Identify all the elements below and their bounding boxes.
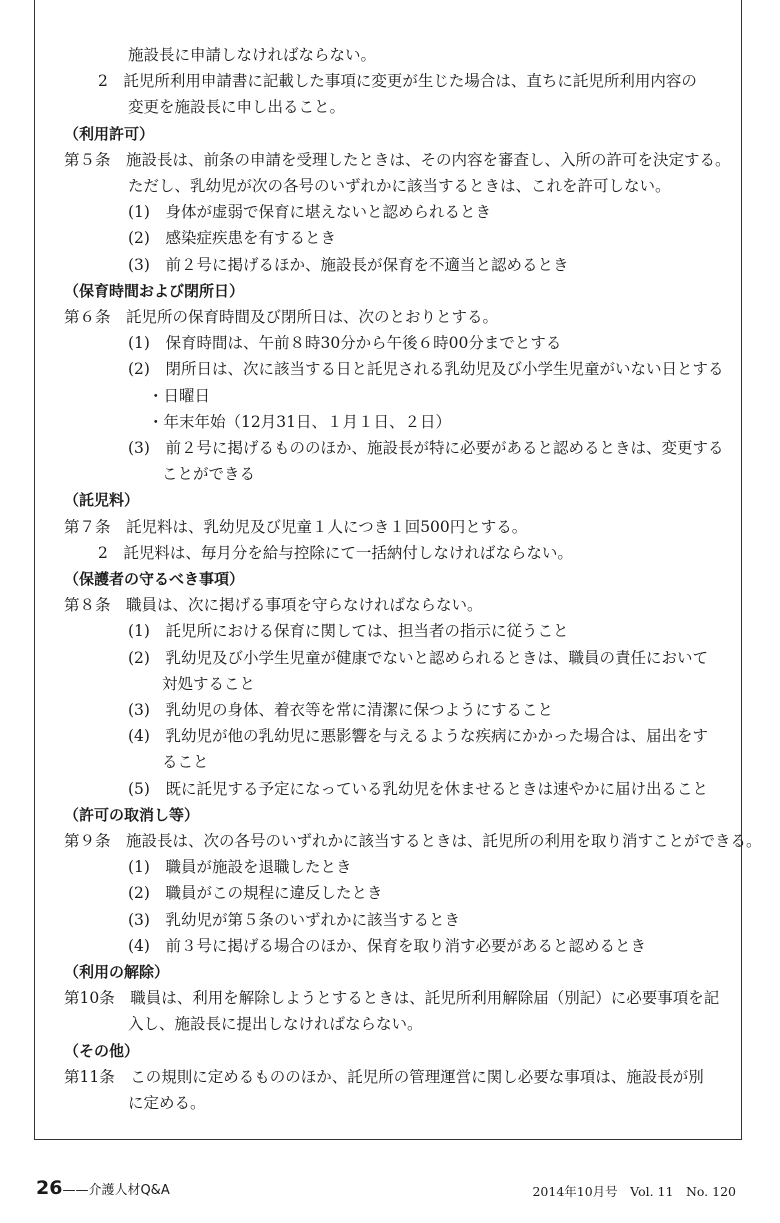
text-line: (3) 乳幼児の身体、着衣等を常に清潔に保つようにすること xyxy=(128,701,553,719)
section-heading: （利用の解除） xyxy=(64,963,170,981)
text-line: (1) 託児所における保育に関しては、担当者の指示に従うこと xyxy=(128,622,569,641)
text-line: 第11条 この規則に定めるもののほか、託児所の管理運営に関し必要な事項は、施設長が別 xyxy=(64,1067,704,1086)
text-line: (1) 職員が施設を退職したとき xyxy=(128,858,352,877)
text-line: 第10条 職員は、利用を解除しようとするときは、託児所利用解除届（別記）に必要事項を記 xyxy=(64,989,720,1008)
text-line: 第８条 職員は、次に掲げる事項を守らなければならない。 xyxy=(64,596,483,615)
text-line: 2 託児所利用申請書に記載した事項に変更が生じた場合は、直ちに託児所利用内容の xyxy=(98,72,697,91)
section-heading: （託児料） xyxy=(64,491,140,510)
text-line: (1) 身体が虚弱で保育に堪えないと認められるとき xyxy=(128,203,491,222)
text-line: 入し、施設長に提出しなければならない。 xyxy=(128,1015,423,1034)
text-line: (2) 乳幼児及び小学生児童が健康でないと認められるときは、職員の責任において xyxy=(128,648,708,667)
section-heading: （利用許可） xyxy=(64,124,155,143)
text-line: 第５条 施設長は、前条の申請を受理したときは、その内容を審査し、入所の許可を決定する。 xyxy=(64,150,731,169)
issue-info: 2014年10月号 Vol. 11 No. 120 xyxy=(532,1184,736,1199)
section-heading: （保護者の守るべき事項） xyxy=(64,570,245,588)
text-line: 第７条 託児料は、乳幼児及び児童１人につき１回500円とする。 xyxy=(64,517,528,536)
text-line: (2) 職員がこの規程に違反したとき xyxy=(128,884,383,903)
text-line: 2 託児料は、毎月分を給与控除にて一括納付しなければならない。 xyxy=(98,543,573,562)
page-number: 26 xyxy=(36,1177,63,1199)
text-line: (3) 乳幼児が第５条のいずれかに該当するとき xyxy=(128,910,460,929)
text-line: ること xyxy=(162,753,209,772)
text-line: (4) 乳幼児が他の乳幼児に悪影響を与えるような疾病にかかった場合は、届出をす xyxy=(128,727,708,746)
text-line: (5) 既に託児する予定になっている乳幼児を休ませるときは速やかに届け出ること xyxy=(128,779,708,798)
text-line: 第６条 託児所の保育時間及び閉所日は、次のとおりとする。 xyxy=(64,308,499,326)
text-line: 施設長に申請しなければならない。 xyxy=(128,46,377,64)
text-line: ただし、乳幼児が次の各号のいずれかに該当するときは、これを許可しない。 xyxy=(128,177,671,195)
section-heading: （保育時間および閉所日） xyxy=(64,281,245,300)
text-line: (2) 感染症疾患を有するとき xyxy=(128,229,336,248)
text-line: (3) 前２号に掲げるもののほか、施設長が特に必要があると認めるときは、変更する xyxy=(128,439,724,457)
text-line: (4) 前３号に掲げる場合のほか、保育を取り消す必要があると認めるとき xyxy=(128,936,646,955)
text-line: ・日曜日 xyxy=(148,386,211,405)
text-line: 第９条 施設長は、次の各号のいずれかに該当するときは、託児所の利用を取り消すことができる。 xyxy=(64,832,762,850)
text-line: (3) 前２号に掲げるほか、施設長が保育を不適当と認めるとき xyxy=(128,255,569,274)
text-line: に定める。 xyxy=(128,1094,206,1112)
section-heading: （許可の取消し等） xyxy=(64,805,200,824)
text-line: ・年末年始（12月31日、１月１日、２日） xyxy=(148,412,451,431)
text-line: (2) 閉所日は、次に該当する日と託児される乳幼児及び小学生児童がいない日とする xyxy=(128,360,724,379)
text-line: 変更を施設長に申し出ること。 xyxy=(128,98,346,117)
magazine-name: ——介護人材Q&A xyxy=(62,1183,170,1198)
text-line: ことができる xyxy=(162,465,256,484)
section-heading: （その他） xyxy=(64,1041,140,1060)
footer-left xyxy=(36,1177,170,1199)
text-line: 対処すること xyxy=(162,674,256,693)
text-line: (1) 保育時間は、午前８時30分から午後６時00分までとする xyxy=(128,334,562,353)
